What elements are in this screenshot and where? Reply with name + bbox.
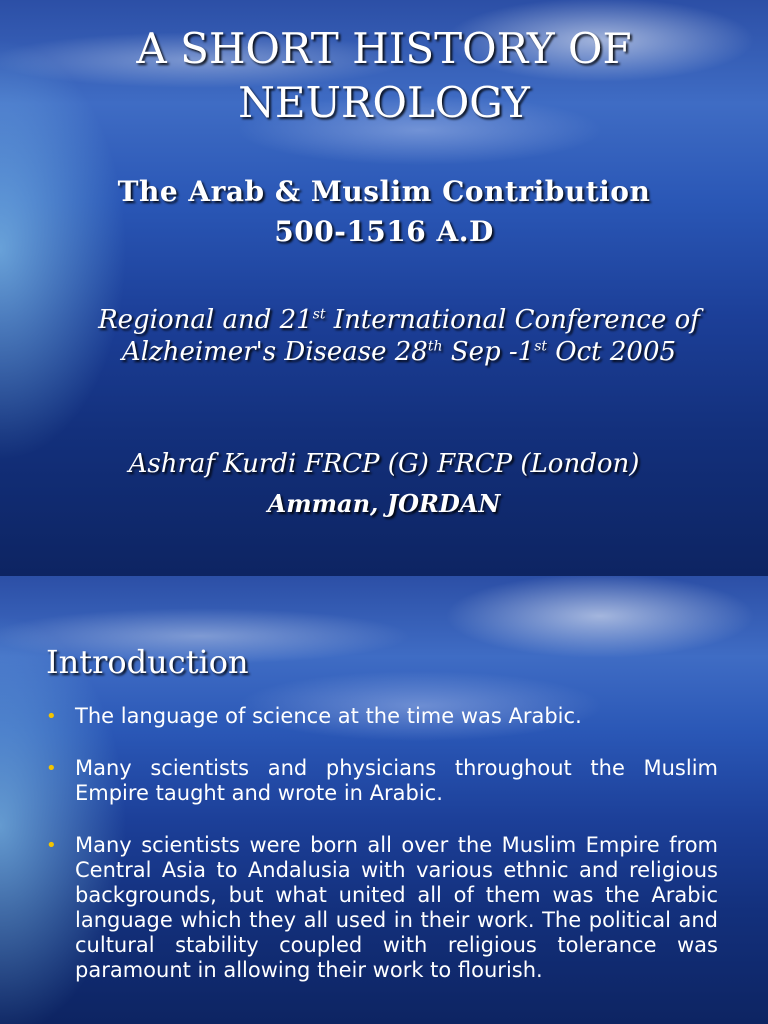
- bullet-text: Many scientists and physicians throughout the Muslim Empire taught and wrote in Arabic.: [75, 756, 718, 805]
- bullet-text: The language of science at the time was Arabic.: [75, 704, 582, 728]
- ordinal-suffix: st: [312, 306, 326, 323]
- bullet-icon: •: [46, 758, 57, 779]
- bullet-icon: •: [46, 706, 57, 727]
- bullet-item: [46, 833, 718, 983]
- bullet-text: Many scientists were born all over the Muslim Empire from Central Asia to Andalusia with various ethnic and religious backgrounds, but what united all of them was the Arabic language which they all used in their work. The political and cultural stability coupled with religious tolerance was paramount in allowing their work to flourish.: [75, 833, 718, 982]
- author-location: Amman, JORDAN: [267, 489, 501, 518]
- conference-text: Oct 2005: [547, 337, 677, 367]
- conference-text: Sep -1: [442, 337, 535, 367]
- slide-title: A SHORT HISTORY OF NEUROLOGY: [136, 24, 632, 127]
- ordinal-suffix: th: [427, 338, 443, 355]
- conference-info: [80, 304, 718, 368]
- bullet-item: [46, 756, 718, 806]
- slide-subtitle: [0, 172, 768, 252]
- bullet-list: [46, 704, 718, 1010]
- conference-text: International Conference of Alzheimer's Disease 28: [121, 305, 700, 367]
- subtitle-line: The Arab & Muslim Contribution: [117, 175, 651, 208]
- introduction-slide: [0, 576, 768, 1024]
- introduction-heading: Introduction: [46, 643, 249, 681]
- author-name: Ashraf Kurdi FRCP (G) FRCP (London): [128, 449, 640, 479]
- conference-text: Regional and 21: [98, 305, 313, 335]
- bullet-item: [46, 704, 718, 729]
- subtitle-dates: 500-1516 A.D: [274, 215, 494, 248]
- bullet-icon: •: [46, 835, 57, 856]
- ordinal-suffix: st: [534, 338, 548, 355]
